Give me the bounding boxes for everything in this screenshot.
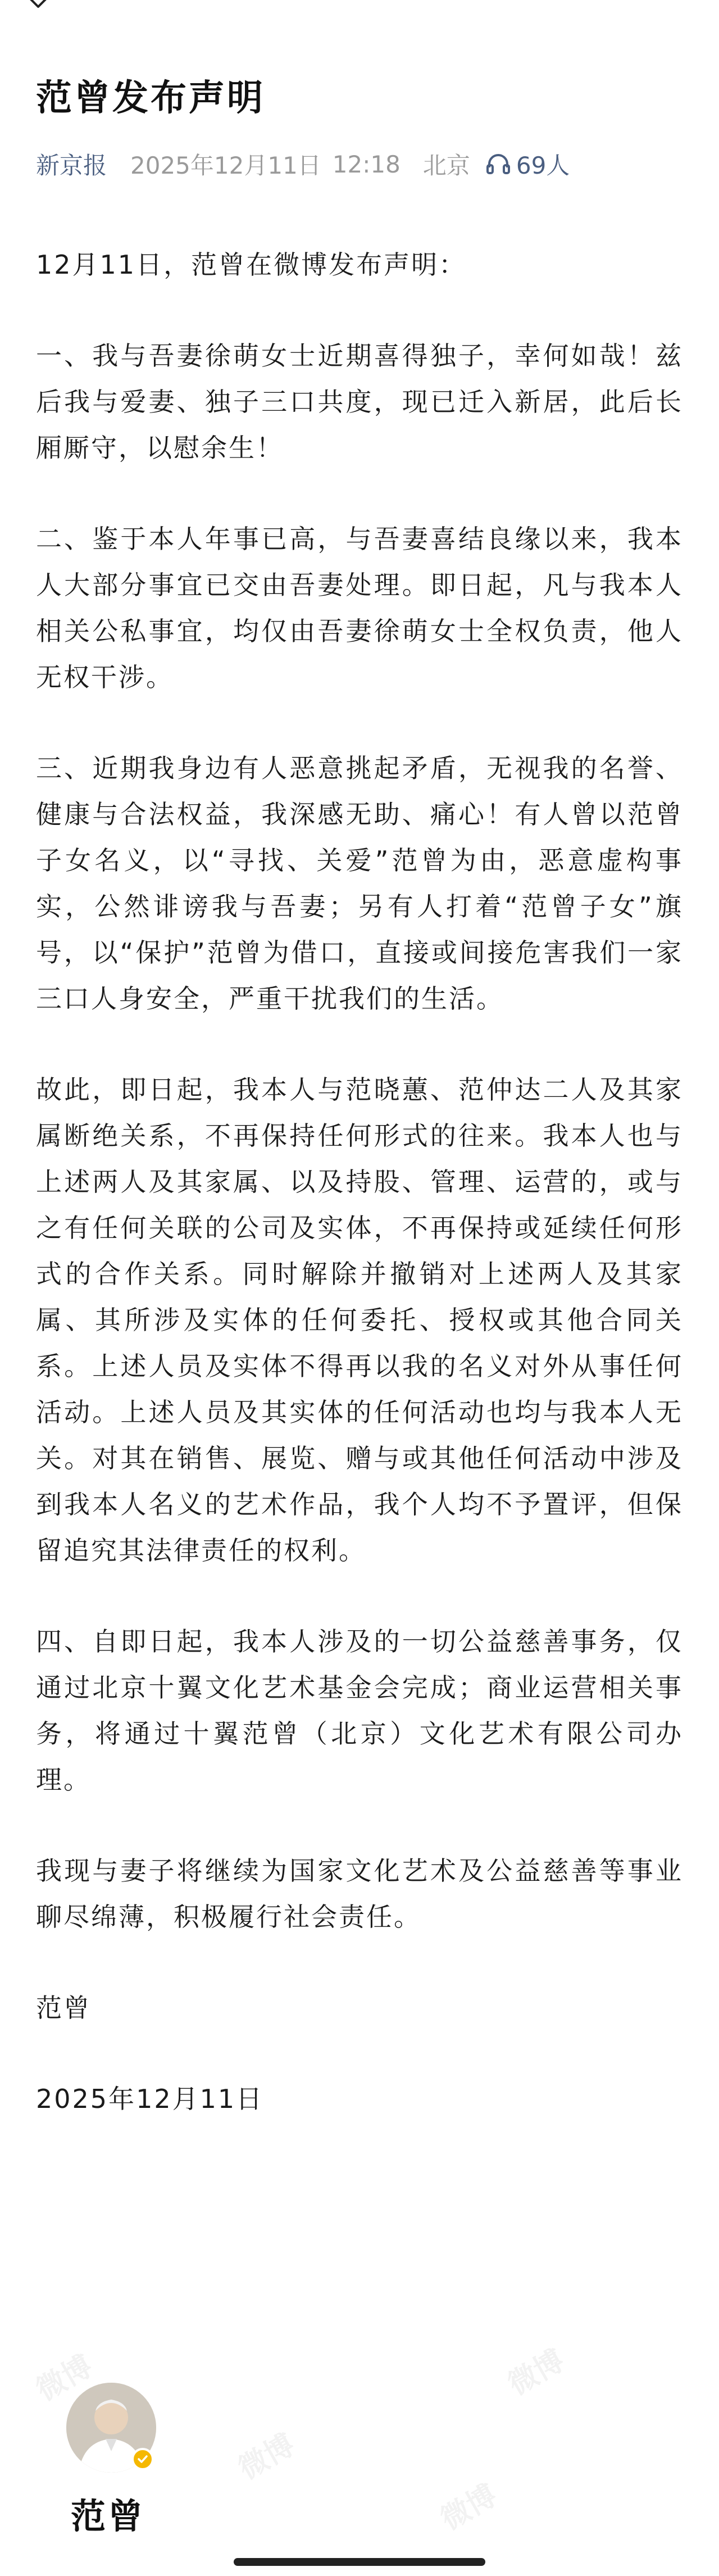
signature-name: 范曾	[36, 1993, 91, 2023]
author-card	[66, 2383, 179, 2563]
paragraph-intro: 12月11日，范曾在微博发布声明：	[36, 250, 467, 280]
article-meta	[36, 147, 683, 181]
watermark: 微博	[435, 2478, 503, 2537]
publish-location: 北京	[422, 152, 470, 179]
article-body	[36, 242, 683, 2167]
paragraph-1: 一、我与吾妻徐萌女士近期喜得独子，幸何如哉！兹后我与爱妻、独子三口共度，现已迁入新居，此后长厢厮守，以慰余生！	[36, 341, 683, 463]
listen-button[interactable]	[486, 147, 570, 181]
home-indicator[interactable]	[234, 2558, 485, 2566]
headphones-icon	[486, 153, 511, 175]
publish-date: 2025年12月11日	[130, 152, 321, 179]
watermark: 微博	[502, 2343, 570, 2402]
paragraph-6: 我现与妻子将继续为国家文化艺术及公益慈善等事业聊尽绵薄，积极履行社会责任。	[36, 1856, 683, 1932]
watermark: 微博	[233, 2428, 301, 2487]
signature-date: 2025年12月11日	[36, 2084, 264, 2114]
chevron-down-icon[interactable]	[27, 0, 49, 10]
page-title: 范曾发布声明	[36, 78, 265, 119]
paragraph-2: 二、鉴于本人年事已高，与吾妻喜结良缘以来，我本人大部分事宜已交由吾妻处理。即日起，凡与我本人相关公私事宜，均仅由吾妻徐萌女士全权负责，他人无权干涉。	[36, 524, 683, 692]
verified-badge-icon	[131, 2448, 154, 2470]
paragraph-3: 三、近期我身边有人恶意挑起矛盾，无视我的名誉、健康与合法权益，我深感无助、痛心！有人曾以范曾子女名义，以“寻找、关爱”范曾为由，恶意虚构事实，公然诽谤我与吾妻；另有人打着“范曾子女”旗号，以“保护”范曾为借口，直接或间接危害我们一家三口人身安全，严重干扰我们的生活。	[36, 753, 683, 1014]
author-name[interactable]: 范曾	[71, 2496, 145, 2537]
publish-time: 12:18	[332, 150, 401, 178]
listener-count: 69人	[516, 152, 570, 179]
top-bar	[0, 0, 719, 22]
watermark: 微博	[30, 2349, 98, 2408]
paragraph-5: 四、自即日起，我本人涉及的一切公益慈善事务，仅通过北京十翼文化艺术基金会完成；商业运营相关事务，将通过十翼范曾（北京）文化艺术有限公司办理。	[36, 1626, 683, 1795]
source-link[interactable]: 新京报	[36, 152, 107, 179]
paragraph-4: 故此，即日起，我本人与范晓蕙、范仲达二人及其家属断绝关系，不再保持任何形式的往来。我本人也与上述两人及其家属、以及持股、管理、运营的，或与之有任何关联的公司及实体，不再保持或延续任何形式的合作关系。同时解除并撤销对上述两人及其家属、其所涉及实体的任何委托、授权或其他合同关系。上述人员及实体不得再以我的名义对外从事任何活动。上述人员及其实体的任何活动也均与我本人无关。对其在销售、展览、赠与或其他任何活动中涉及到我本人名义的艺术作品，我个人均不予置评，但保留追究其法律责任的权利。	[36, 1074, 683, 1566]
